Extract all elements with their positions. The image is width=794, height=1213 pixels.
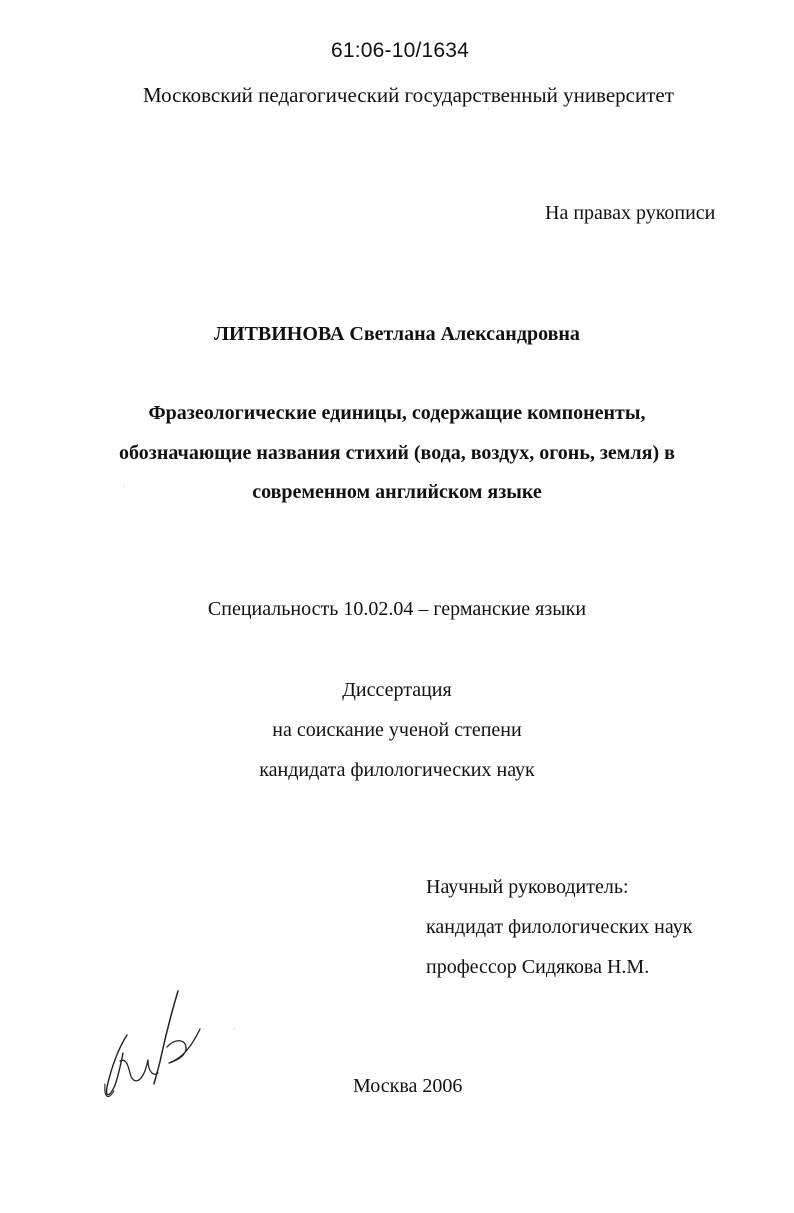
paper-speck: [234, 1028, 235, 1029]
paper-speck: [488, 108, 489, 109]
archive-stamp-number: 61:06-10/1634: [331, 39, 470, 62]
signature-icon: [96, 987, 206, 1107]
university-name: Московский педагогический государственный университет: [143, 83, 674, 107]
degree-line-3: кандидата филологических наук: [259, 759, 535, 781]
dissertation-title-line-1: Фразеологические единицы, содержащие компоненты,: [148, 402, 646, 424]
degree-line-2: на соискание ученой степени: [272, 719, 522, 741]
dissertation-title-line-3: современном английском языке: [252, 481, 542, 503]
advisor-line-1: Научный руководитель:: [426, 876, 629, 898]
degree-line-1: Диссертация: [342, 679, 452, 701]
dissertation-title-line-2: обозначающие названия стихий (вода, воздух, огонь, земля) в: [119, 442, 675, 464]
city-and-year: Москва 2006: [353, 1075, 463, 1097]
advisor-line-2: кандидат филологических наук: [426, 916, 693, 938]
paper-speck: [123, 486, 124, 487]
specialty-line: Специальность 10.02.04 – германские языки: [207, 598, 587, 620]
manuscript-rights-note: На правах рукописи: [545, 202, 716, 224]
advisor-line-3: профессор Сидякова Н.М.: [426, 956, 650, 978]
author-name: ЛИТВИНОВА Светлана Александровна: [214, 323, 580, 345]
